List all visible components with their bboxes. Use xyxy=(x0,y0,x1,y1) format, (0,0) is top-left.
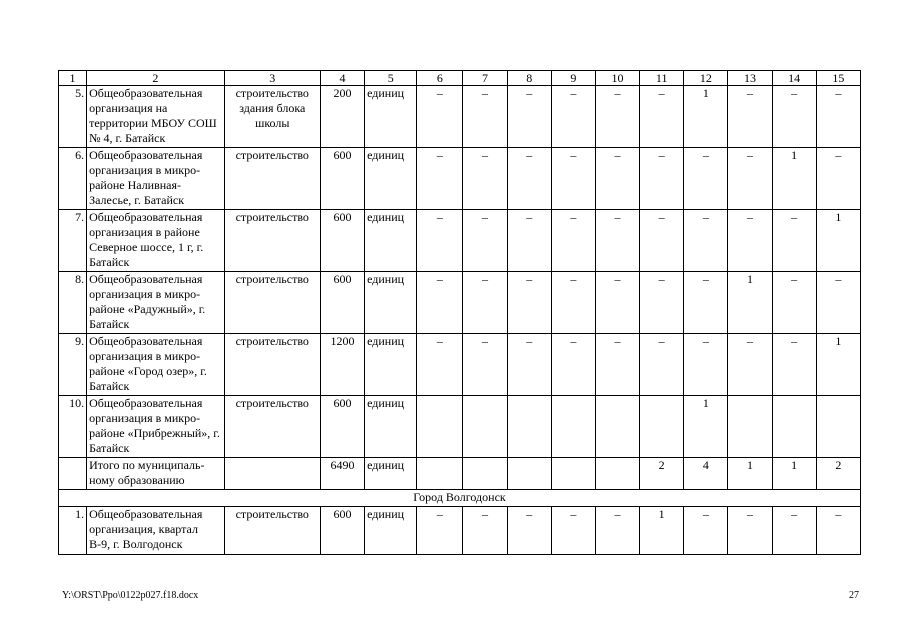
organization-cell: Общеобразовательная организация на территории МБОУ СОШ № 4, г. Батайск xyxy=(87,86,225,148)
column-number-cell: 8 xyxy=(507,71,551,86)
year-value-cell: – xyxy=(684,272,728,334)
year-value-cell: – xyxy=(551,210,595,272)
unit-cell: единиц xyxy=(365,507,417,555)
column-number-row xyxy=(59,71,861,86)
year-value-cell: – xyxy=(640,86,684,148)
capacity-cell: 600 xyxy=(320,507,364,555)
row-number-cell: 9. xyxy=(59,334,87,396)
year-value-cell: – xyxy=(684,148,728,210)
year-value-cell: – xyxy=(816,148,860,210)
capacity-cell: 600 xyxy=(320,272,364,334)
column-number-cell: 13 xyxy=(728,71,772,86)
program-table xyxy=(58,70,861,555)
year-value-cell: – xyxy=(728,148,772,210)
work-type-cell: строительство xyxy=(224,272,320,334)
row-number-cell: 5. xyxy=(59,86,87,148)
year-value-cell: – xyxy=(728,210,772,272)
capacity-cell: 1200 xyxy=(320,334,364,396)
unit-cell: единиц xyxy=(365,86,417,148)
table-body xyxy=(59,71,861,555)
work-type-cell: строительство xyxy=(224,148,320,210)
year-value-cell: – xyxy=(684,334,728,396)
work-type-cell: строительство xyxy=(224,334,320,396)
unit-cell: единиц xyxy=(365,396,417,458)
file-path-footer: Y:\ORST\Ppo\0122p027.f18.docx xyxy=(62,590,199,601)
year-value-cell: – xyxy=(551,86,595,148)
year-value-cell: – xyxy=(640,148,684,210)
year-value-cell: – xyxy=(463,507,507,555)
year-value-cell: – xyxy=(463,148,507,210)
column-number-cell: 12 xyxy=(684,71,728,86)
table-row xyxy=(59,210,861,272)
column-number-cell: 3 xyxy=(224,71,320,86)
year-value-cell: 1 xyxy=(816,210,860,272)
table-row xyxy=(59,396,861,458)
year-value-cell: – xyxy=(595,210,639,272)
section-title-cell: Город Волгодонск xyxy=(59,490,861,507)
year-value-cell: – xyxy=(595,507,639,555)
year-value-cell: – xyxy=(640,210,684,272)
year-value-cell: – xyxy=(772,210,816,272)
year-value-cell: – xyxy=(417,507,463,555)
year-value-cell xyxy=(772,396,816,458)
year-value-cell: – xyxy=(728,507,772,555)
capacity-cell: 200 xyxy=(320,86,364,148)
year-value-cell: – xyxy=(507,272,551,334)
total-label-cell: Итого по муниципаль-ному образованию xyxy=(87,458,225,490)
total-year-cell: 4 xyxy=(684,458,728,490)
year-value-cell: 1 xyxy=(684,86,728,148)
unit-cell: единиц xyxy=(365,272,417,334)
year-value-cell: – xyxy=(417,210,463,272)
year-value-cell: – xyxy=(640,334,684,396)
year-value-cell: – xyxy=(417,272,463,334)
year-value-cell: – xyxy=(507,334,551,396)
year-value-cell: 1 xyxy=(640,507,684,555)
year-value-cell: – xyxy=(551,148,595,210)
column-number-cell: 4 xyxy=(320,71,364,86)
total-year-cell: 2 xyxy=(640,458,684,490)
total-year-cell xyxy=(595,458,639,490)
table-row xyxy=(59,272,861,334)
organization-cell: Общеобразовательная организация в микро-районе «Город озер», г. Батайск xyxy=(87,334,225,396)
year-value-cell: – xyxy=(417,148,463,210)
year-value-cell: 1 xyxy=(772,148,816,210)
organization-cell: Общеобразовательная организация в районе Северное шоссе, 1 г, г. Батайск xyxy=(87,210,225,272)
year-value-cell: – xyxy=(816,507,860,555)
year-value-cell: – xyxy=(595,334,639,396)
year-value-cell: – xyxy=(417,86,463,148)
total-year-cell: 2 xyxy=(816,458,860,490)
year-value-cell: – xyxy=(417,334,463,396)
work-type-cell: строительство xyxy=(224,210,320,272)
year-value-cell: – xyxy=(463,210,507,272)
empty-cell xyxy=(59,458,87,490)
total-capacity-cell: 6490 xyxy=(320,458,364,490)
year-value-cell: 1 xyxy=(728,272,772,334)
section-row xyxy=(59,490,861,507)
year-value-cell xyxy=(417,396,463,458)
year-value-cell: – xyxy=(816,86,860,148)
table-row xyxy=(59,86,861,148)
capacity-cell: 600 xyxy=(320,210,364,272)
work-type-cell: строительство здания блока школы xyxy=(224,86,320,148)
year-value-cell xyxy=(816,396,860,458)
work-type-cell: строительство xyxy=(224,396,320,458)
table-row xyxy=(59,507,861,555)
year-value-cell: – xyxy=(816,272,860,334)
year-value-cell: – xyxy=(684,507,728,555)
organization-cell: Общеобразовательная организация в микро-районе Наливная-Залесье, г. Батайск xyxy=(87,148,225,210)
year-value-cell: – xyxy=(463,334,507,396)
unit-cell: единиц xyxy=(365,334,417,396)
year-value-cell xyxy=(507,396,551,458)
year-value-cell: – xyxy=(463,86,507,148)
row-number-cell: 8. xyxy=(59,272,87,334)
year-value-cell: – xyxy=(772,272,816,334)
column-number-cell: 7 xyxy=(463,71,507,86)
year-value-cell: – xyxy=(728,334,772,396)
column-number-cell: 5 xyxy=(365,71,417,86)
year-value-cell: – xyxy=(595,86,639,148)
row-number-cell: 1. xyxy=(59,507,87,555)
year-value-cell: – xyxy=(551,507,595,555)
year-value-cell: 1 xyxy=(684,396,728,458)
empty-cell xyxy=(224,458,320,490)
year-value-cell: – xyxy=(507,507,551,555)
year-value-cell xyxy=(551,396,595,458)
unit-cell: единиц xyxy=(365,210,417,272)
year-value-cell: – xyxy=(728,86,772,148)
year-value-cell: 1 xyxy=(816,334,860,396)
year-value-cell xyxy=(463,396,507,458)
column-number-cell: 6 xyxy=(417,71,463,86)
year-value-cell: – xyxy=(772,86,816,148)
year-value-cell: – xyxy=(463,272,507,334)
column-number-cell: 10 xyxy=(595,71,639,86)
organization-cell: Общеобразовательная организация в микро-районе «Прибрежный», г. Батайск xyxy=(87,396,225,458)
table-row xyxy=(59,148,861,210)
row-number-cell: 6. xyxy=(59,148,87,210)
year-value-cell: – xyxy=(507,210,551,272)
organization-cell: Общеобразовательная организация в микро-районе «Радужный», г. Батайск xyxy=(87,272,225,334)
year-value-cell: – xyxy=(507,86,551,148)
total-year-cell xyxy=(417,458,463,490)
work-type-cell: строительство xyxy=(224,507,320,555)
year-value-cell: – xyxy=(772,507,816,555)
total-year-cell xyxy=(463,458,507,490)
unit-cell: единиц xyxy=(365,148,417,210)
year-value-cell: – xyxy=(507,148,551,210)
capacity-cell: 600 xyxy=(320,396,364,458)
column-number-cell: 15 xyxy=(816,71,860,86)
total-year-cell xyxy=(551,458,595,490)
year-value-cell: – xyxy=(595,272,639,334)
year-value-cell: – xyxy=(684,210,728,272)
column-number-cell: 11 xyxy=(640,71,684,86)
year-value-cell: – xyxy=(595,148,639,210)
year-value-cell: – xyxy=(772,334,816,396)
year-value-cell xyxy=(595,396,639,458)
year-value-cell: – xyxy=(640,272,684,334)
year-value-cell xyxy=(640,396,684,458)
column-number-cell: 14 xyxy=(772,71,816,86)
column-number-cell: 9 xyxy=(551,71,595,86)
total-unit-cell: единиц xyxy=(365,458,417,490)
year-value-cell xyxy=(728,396,772,458)
year-value-cell: – xyxy=(551,272,595,334)
row-number-cell: 7. xyxy=(59,210,87,272)
row-number-cell: 10. xyxy=(59,396,87,458)
total-year-cell xyxy=(507,458,551,490)
table-row xyxy=(59,334,861,396)
column-number-cell: 2 xyxy=(87,71,225,86)
total-year-cell: 1 xyxy=(772,458,816,490)
capacity-cell: 600 xyxy=(320,148,364,210)
organization-cell: Общеобразовательная организация, квартал В-9, г. Волгодонск xyxy=(87,507,225,555)
total-year-cell: 1 xyxy=(728,458,772,490)
page-number: 27 xyxy=(849,590,859,601)
column-number-cell: 1 xyxy=(59,71,87,86)
total-row xyxy=(59,458,861,490)
year-value-cell: – xyxy=(551,334,595,396)
